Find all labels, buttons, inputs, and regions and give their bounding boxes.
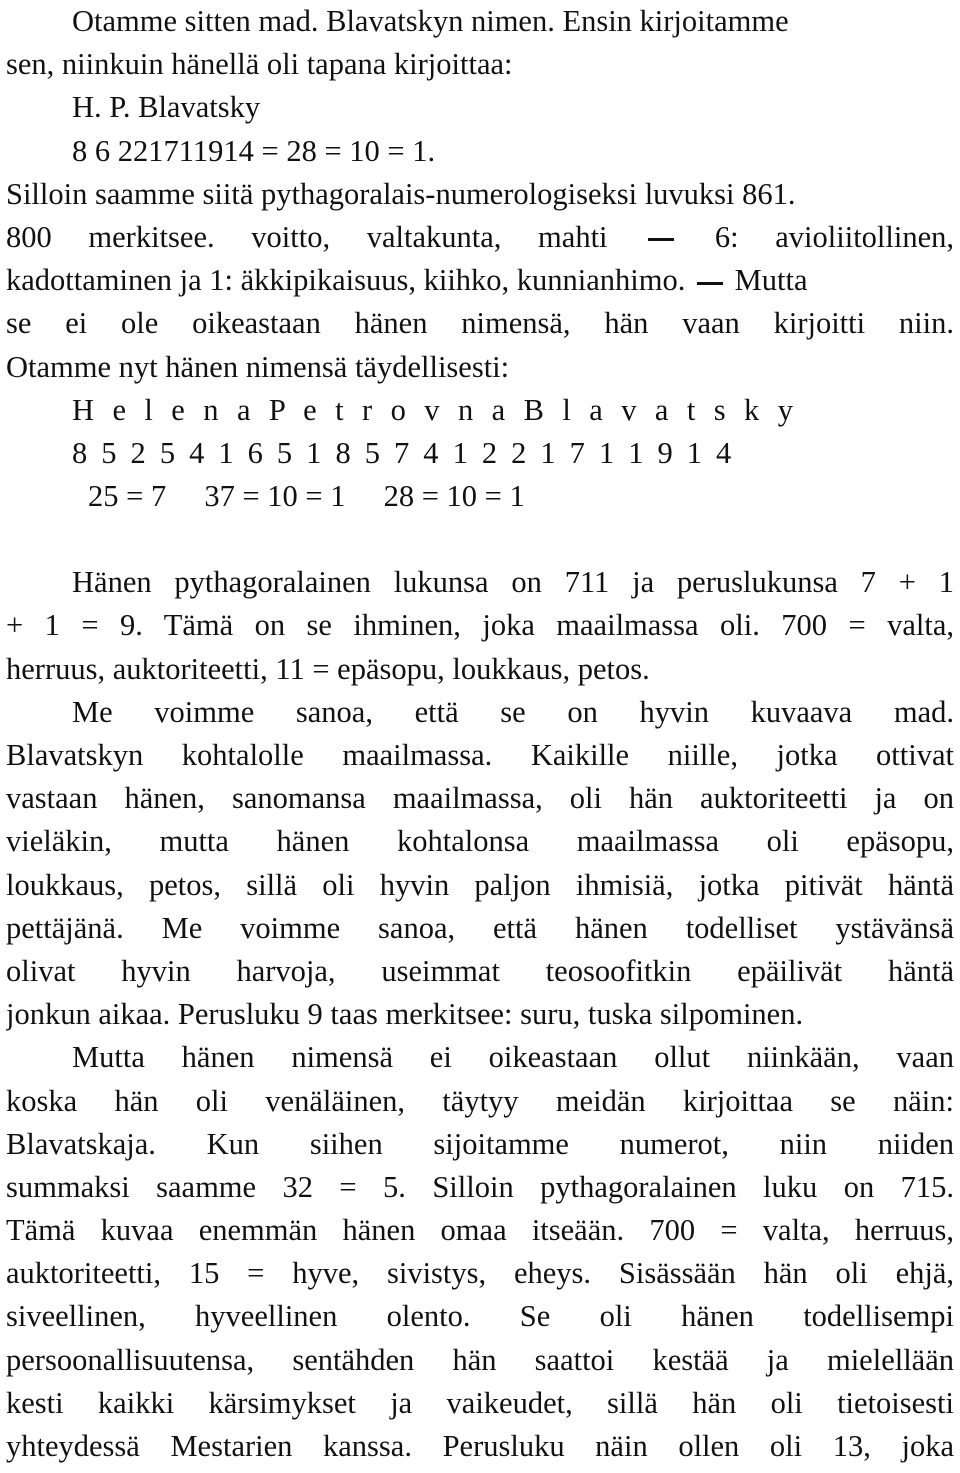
paragraph-gap: [6, 518, 954, 561]
text-line: H. P. Blavatsky: [72, 90, 261, 125]
name-letters-line: H e l e n a P e t r o v n a B l a v a t s k y: [72, 392, 799, 427]
text-line: Otamme sitten mad. Blavatskyn nimen. Ensin kirjoitamme: [72, 4, 789, 38]
text-line: vastaan hänen, sanomansa maailmassa, oli hän auktoriteetti ja on: [6, 781, 954, 816]
text-line: koska hän oli venäläinen, täytyy meidän kirjoittaa se näin:: [6, 1083, 954, 1118]
text-line: kesti kaikki kärsimykset ja vaikeudet, sillä hän oli tietoisesti: [6, 1385, 954, 1420]
text-line: Hänen pythagoralainen lukunsa on 711 ja peruslukunsa 7 + 1: [72, 565, 954, 600]
text-line: jonkun aikaa. Perusluku 9 taas merkitsee: suru, tuska silpominen.: [6, 997, 804, 1032]
text-line: summaksi saamme 32 = 5. Silloin pythagoralainen luku on 715.: [6, 1169, 954, 1204]
text-line: + 1 = 9. Tämä on se ihminen, joka maailmassa oli. 700 = valta,: [6, 608, 954, 643]
text-line: Silloin saamme siitä pythagoralais-numerologiseksi luvuksi 861.: [6, 176, 796, 211]
dash-glyph: [648, 238, 674, 241]
text-line: Blavatskaja. Kun siihen sijoitamme numerot, niin niiden: [6, 1126, 954, 1161]
text-fragment: Mutta: [734, 263, 808, 298]
text-fragment: 800 merkitsee. voitto, valtakunta, mahti: [6, 219, 608, 254]
text-line: [6, 259, 954, 302]
text-line: siveellinen, hyveellinen olento. Se oli hänen todellisempi: [6, 1299, 954, 1334]
text-line: 8 6 221711914 = 28 = 10 = 1.: [72, 133, 436, 168]
text-fragment: kadottaminen ja 1: äkkipikaisuus, kiihko, kunnianhimo.: [6, 263, 686, 298]
text-line: Me voimme sanoa, että se on hyvin kuvaava mad.: [72, 694, 954, 729]
name-numbers-line: 8 5 2 5 4 1 6 5 1 8 5 7 4 1 2 2 1 7 1 1 9 1 4: [72, 435, 735, 470]
text-line: Blavatskyn kohtalolle maailmassa. Kaikille niille, jotka ottivat: [6, 738, 954, 772]
text-line: Otamme nyt hänen nimensä täydellisesti:: [6, 349, 510, 384]
document-page: [6, 0, 954, 1468]
text-line: se ei ole oikeastaan hänen nimensä, hän vaan kirjoitti niin.: [6, 306, 954, 341]
text-line: olivat hyvin harvoja, useimmat teosoofitkin epäilivät häntä: [6, 953, 954, 988]
text-line: herruus, auktoriteetti, 11 = epäsopu, loukkaus, petos.: [6, 651, 650, 686]
text-line: pettäjänä. Me voimme sanoa, että hänen todelliset ystävänsä: [6, 910, 954, 945]
text-line: sen, niinkuin hänellä oli tapana kirjoittaa:: [6, 47, 513, 82]
text-line: auktoriteetti, 15 = hyve, sivistys, eheys. Sisässään hän oli ehjä,: [6, 1256, 954, 1291]
text-line: persoonallisuutensa, sentähden hän saattoi kestää ja mielellään: [6, 1342, 954, 1377]
name-sums-line: 25 = 7 37 = 10 = 1 28 = 10 = 1: [88, 479, 525, 514]
text-line: Mutta hänen nimensä ei oikeastaan ollut niinkään, vaan: [72, 1040, 954, 1075]
text-fragment: 6: avioliitollinen,: [714, 219, 954, 254]
text-line: yhteydessä Mestarien kanssa. Perusluku näin ollen oli 13, joka: [6, 1429, 954, 1463]
text-line: Tämä kuvaa enemmän hänen omaa itseään. 700 = valta, herruus,: [6, 1213, 954, 1248]
text-line: loukkaus, petos, sillä oli hyvin paljon ihmisiä, jotka pitivät häntä: [6, 867, 954, 902]
text-line: [6, 216, 954, 259]
text-line: vieläkin, mutta hänen kohtalonsa maailmassa oli epäsopu,: [6, 824, 954, 859]
dash-glyph: [697, 282, 723, 285]
